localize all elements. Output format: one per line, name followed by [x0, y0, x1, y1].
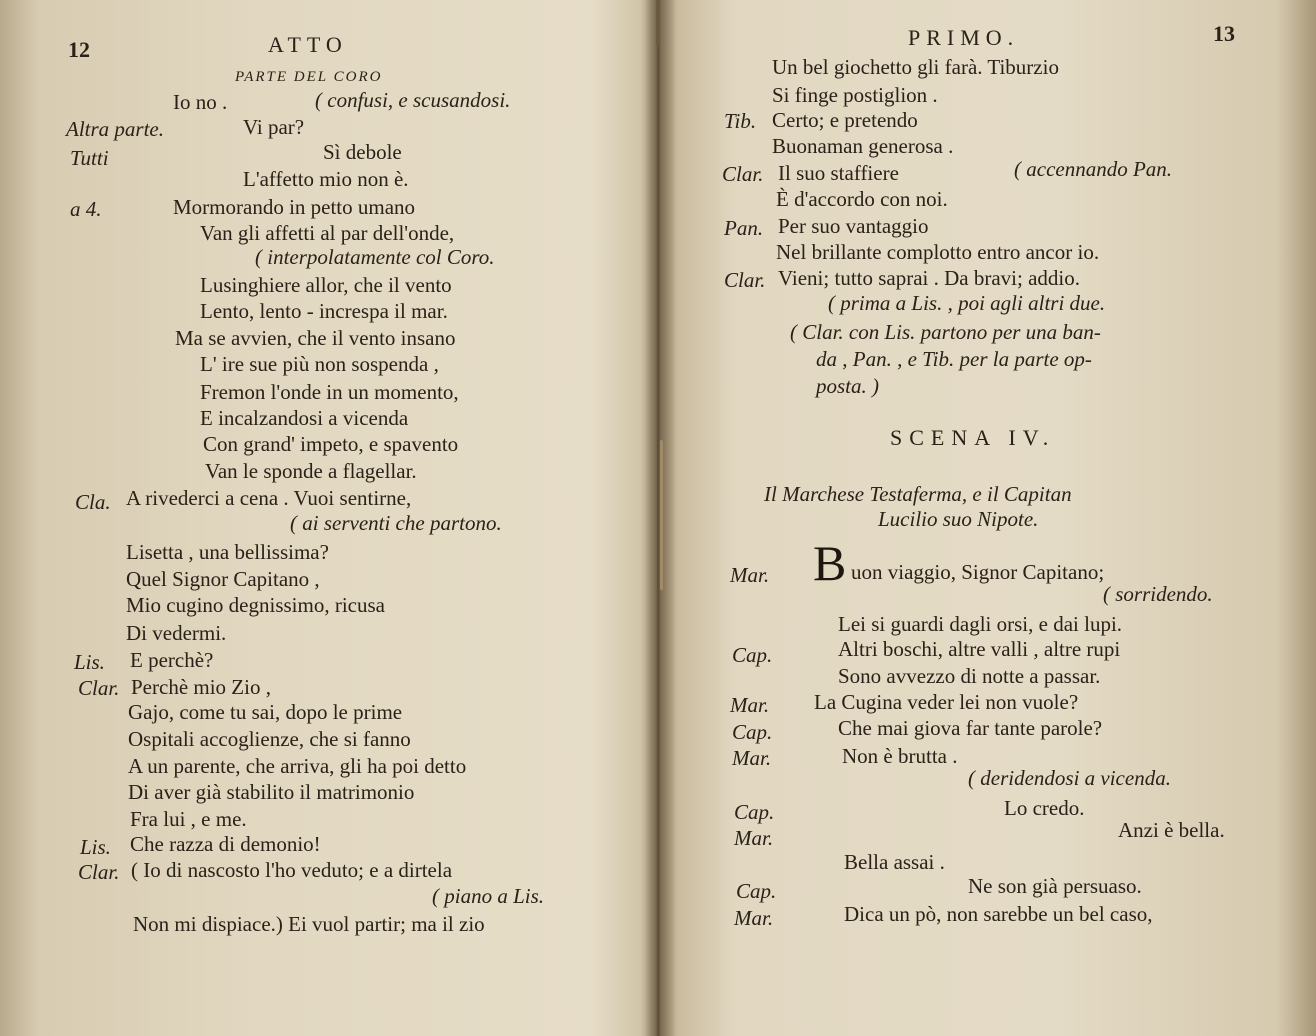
drop-cap: B [813, 535, 847, 591]
text-line: uon viaggio, Signor Capitano; [851, 560, 1105, 584]
text-line: Lei si guardi dagli orsi, e dai lupi. [838, 612, 1123, 636]
speaker-label: Cap. [736, 879, 777, 903]
text-line: Nel brillante complotto entro ancor io. [776, 240, 1100, 264]
speaker-label: Mar. [734, 826, 774, 850]
text-line: Sono avvezzo di notte a passar. [838, 664, 1101, 688]
text-line: A rivederci a cena . Vuoi sentirne, [126, 486, 412, 510]
scene-description: Il Marchese Testaferma, e il Capitan [764, 482, 1072, 506]
text-line: Che mai giova far tante parole? [838, 716, 1103, 740]
stage-direction: ( interpolatamente col Coro. [255, 245, 495, 269]
stage-direction: ( ai serventi che partono. [290, 511, 502, 535]
speaker-label: Clar. [724, 268, 766, 292]
speaker-label: Clar. [722, 162, 764, 186]
stage-direction: ( sorridendo. [1103, 582, 1213, 606]
page-number-right: 13 [1213, 21, 1235, 46]
speaker-label: a 4. [70, 197, 102, 221]
text-line: Non è brutta . [842, 744, 958, 768]
text-line: Perchè mio Zio , [131, 675, 271, 699]
stage-direction: ( piano a Lis. [432, 884, 545, 908]
text-line: Certo; e pretendo [772, 108, 918, 132]
text-line: Anzi è bella. [1118, 818, 1225, 842]
stage-direction: ( deridendosi a vicenda. [968, 766, 1171, 790]
text-line: Con grand' impeto, e spavento [203, 432, 459, 456]
text-line: E incalzandosi a vicenda [200, 406, 409, 430]
text-line: Sì debole [323, 140, 402, 164]
text-line: Ma se avvien, che il vento insano [175, 326, 456, 350]
speaker-label: Tib. [724, 109, 757, 133]
stage-direction: ( accennando Pan. [1014, 157, 1173, 181]
text-line: Mio cugino degnissimo, ricusa [126, 593, 385, 617]
text-line: Vieni; tutto saprai . Da bravi; addio. [778, 266, 1080, 290]
text-line: Lento, lento - increspa il mar. [200, 299, 448, 323]
speaker-label: Pan. [724, 216, 764, 240]
text-line: Mormorando in petto umano [173, 195, 416, 219]
scene-description: Lucilio suo Nipote. [878, 507, 1039, 531]
speaker-label: Lis. [80, 835, 111, 859]
text-line: Ospitali accoglienze, che si fanno [128, 727, 411, 751]
text-line: Buonaman generosa . [772, 134, 954, 158]
speaker-label: Cap. [734, 800, 775, 824]
speaker-label: Clar. [78, 860, 120, 884]
text-line: La Cugina veder lei non vuole? [814, 690, 1079, 714]
text-line: Per suo vantaggio [778, 214, 929, 238]
text-line: Lusinghiere allor, che il vento [200, 273, 452, 297]
text-line: Di vedermi. [126, 621, 227, 645]
text-line: Si finge postiglion . [772, 83, 938, 107]
text-line: Van le sponde a flagellar. [205, 459, 417, 483]
speaker-label: Mar. [730, 563, 770, 587]
page-number-left: 12 [68, 37, 90, 62]
speaker-label: Mar. [734, 906, 774, 930]
text-line: Non mi dispiace.) Ei vuol partir; ma il zio [133, 912, 485, 936]
text-line: Di aver già stabilito il matrimonio [128, 780, 415, 804]
running-head-right: PRIMO. [908, 25, 1020, 50]
text-line: Vi par? [243, 115, 305, 139]
text-line: Bella assai . [844, 850, 945, 874]
text-line: Fremon l'onde in un momento, [200, 380, 459, 404]
speaker-label: Cap. [732, 720, 773, 744]
speaker-label: Cap. [732, 643, 773, 667]
text-line: L'affetto mio non è. [243, 167, 409, 191]
text-line: ( Io di nascosto l'ho veduto; e a dirtela [131, 858, 453, 882]
stage-direction: posta. ) [816, 374, 879, 398]
speaker-label: Mar. [730, 693, 770, 717]
speaker-label: Mar. [732, 746, 772, 770]
right-page [658, 0, 1316, 1036]
speaker-label: Lis. [74, 650, 105, 674]
speaker-label: Cla. [75, 490, 111, 514]
stage-direction: ( prima a Lis. , poi agli altri due. [828, 291, 1106, 315]
text-line: Un bel giochetto gli farà. Tiburzio [772, 55, 1059, 79]
text-line: Lo credo. [1004, 796, 1085, 820]
subhead: PARTE DEL CORO [235, 69, 383, 85]
text-line: Altri boschi, altre valli , altre rupi [838, 637, 1121, 661]
text-line: Quel Signor Capitano , [126, 567, 320, 591]
text-line: Il suo staffiere [778, 161, 899, 185]
running-head-left: ATTO [268, 32, 348, 57]
text-line: Dica un pò, non sarebbe un bel caso, [844, 902, 1153, 926]
text-line: Ne son già persuaso. [968, 874, 1142, 898]
text-line: Gajo, come tu sai, dopo le prime [128, 700, 403, 724]
speaker-label: Clar. [78, 676, 120, 700]
speaker-label: Altra parte. [66, 117, 164, 141]
text-line: Fra lui , e me. [130, 807, 247, 831]
text-line: Che razza di demonio! [130, 832, 321, 856]
stage-direction: da , Pan. , e Tib. per la parte op- [816, 347, 1092, 371]
text-line: Io no . [173, 90, 228, 114]
text-line: Van gli affetti al par dell'onde, [200, 221, 455, 245]
left-page [0, 0, 655, 1036]
stage-direction: ( confusi, e scusandosi. [315, 88, 511, 112]
text-line: L' ire sue più non sospenda , [200, 352, 439, 376]
stage-direction: ( Clar. con Lis. partono per una ban- [790, 320, 1101, 344]
text-line: A un parente, che arriva, gli ha poi detto [128, 754, 467, 778]
text-line: Lisetta , una bellissima? [126, 540, 329, 564]
text-line: È d'accordo con noi. [776, 187, 948, 211]
scene-title: SCENA IV. [890, 425, 1056, 450]
speaker-label: Tutti [70, 146, 109, 170]
text-line: E perchè? [130, 648, 214, 672]
